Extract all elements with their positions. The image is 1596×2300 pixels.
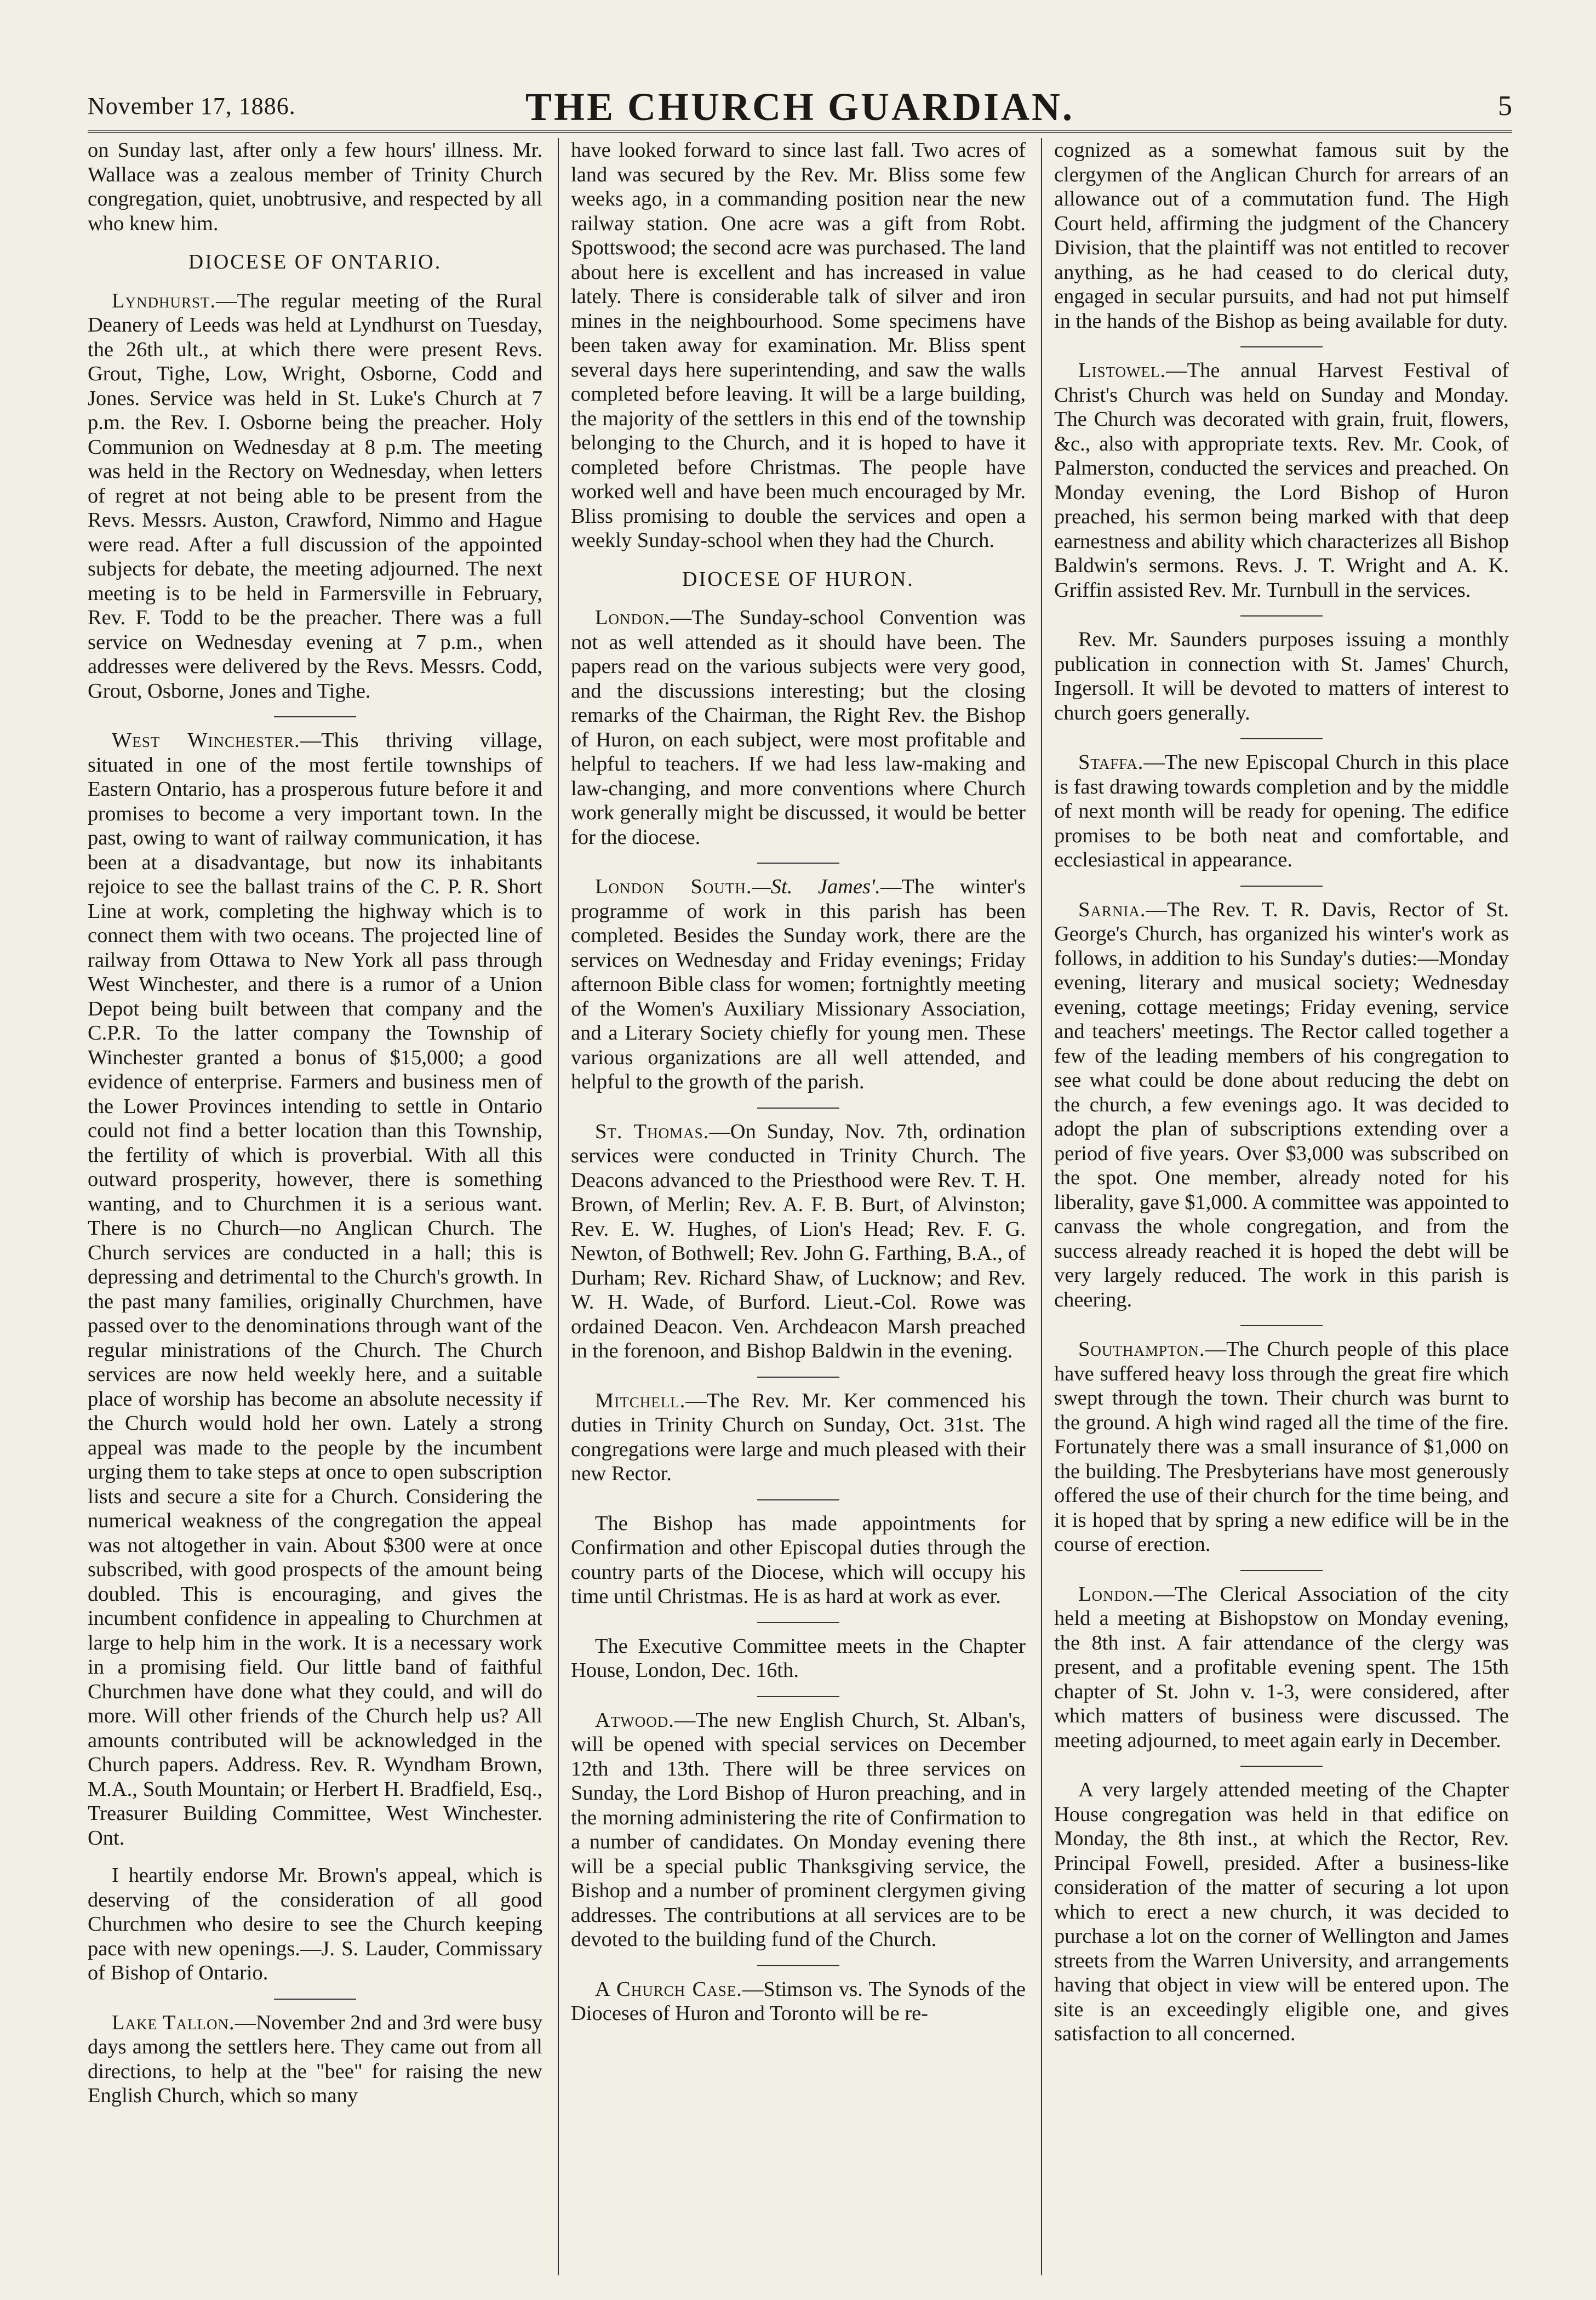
column-divider xyxy=(558,138,559,2275)
page-header xyxy=(88,82,1512,132)
section-heading: DIOCESE OF ONTARIO. xyxy=(188,250,442,273)
news-paragraph xyxy=(88,138,542,236)
news-paragraph xyxy=(88,2011,542,2108)
item-separator xyxy=(1240,738,1323,739)
place-lead: London. xyxy=(1078,1582,1154,1606)
parish-lead: —St. James'. xyxy=(752,875,880,898)
item-separator xyxy=(1240,1325,1323,1326)
news-paragraph xyxy=(1054,358,1509,602)
item-separator xyxy=(757,1499,839,1500)
paragraph-text: —This thriving village, situated in one of the most fertile townships of Eastern Ontario, has a prosperous future before it and promises to become a very important town. In the past, owing to want of railway communication, it has been at a disadvantage, but now its inhabitants rejoice to see the ballast trains of the C. P. R. Short Line at work, completing the highway which is to connect them with two oceans. The projected line of railway from Ottawa to New York all pass through West Winchester, and there is a rumor of a Union Depot being built between that company and the C.P.R. To the latter company the Township of Winchester granted a bonus of $15,000; a good evidence of enterprise. Farmers and business men of the Lower Provinces intending to settle in Ontario could not find a better location than this Township, the fertility of which is proverbial. With all this outward prosperity, however, there is something wanting, and to Churchmen it is a serious want. There is no Church—no Anglican Church. The Church services are conducted in a hall; this is depressing and detrimental to the Church's growth. In the past many families, originally Churchmen, have passed over to the denominations through want of the regular ministrations of the Church. The Church services are now held weekly here, and a suitable place of worship has become an absolute necessity if the Church would hold her own. Lately a strong appeal was made to the people by the incumbent urging them to take steps at once to open subscription lists and secure a site for a Church. Considering the numerical weakness of the congregation the appeal was not altogether in vain. About $300 were at once subscribed, with good prospects of the amount being doubled. This is encouraging, and gives the incumbent confidence in appealing to Churchmen at large to help him in the work. It is a necessary work in a promising field. Our little band of faithful Churchmen have done what they could, and will do more. Will other friends of the Church help us? All amounts contributed will be acknowledged in the Church papers. Address. Rev. R. Wyndham Brown, M.A., South Mountain; or Herbert H. Bradfield, Esq., Treasurer Building Committee, West Winchester. Ont. xyxy=(88,729,542,1850)
item-separator xyxy=(274,1999,356,2000)
place-lead: Lake Tallon. xyxy=(112,2011,235,2034)
page-number: 5 xyxy=(1498,90,1512,122)
news-paragraph xyxy=(571,1389,1026,1486)
paragraph-text: on Sunday last, after only a few hours' illness. Mr. Wallace was a zealous member of Trinity Church congregation, quiet, unobtrusive, and respected by all who knew him. xyxy=(88,139,542,235)
paragraph-text: The Executive Committee meets in the Chapter House, London, Dec. 16th. xyxy=(571,1634,1026,1682)
news-paragraph xyxy=(88,1863,542,1985)
item-separator xyxy=(1240,1766,1323,1767)
item-separator xyxy=(757,1696,839,1697)
paragraph-text: —The Rev. Mr. Ker commenced his duties in Trinity Church on Sunday, Oct. 31st. The congregations were large and much pleased with their new Rector. xyxy=(571,1389,1026,1485)
news-paragraph xyxy=(571,138,1026,553)
item-separator xyxy=(757,1108,839,1109)
place-lead: Sarnia. xyxy=(1078,898,1146,921)
item-separator xyxy=(757,1622,839,1623)
section-heading: DIOCESE OF HURON. xyxy=(682,567,914,591)
news-paragraph xyxy=(571,875,1026,1094)
place-lead: A Church Case. xyxy=(595,1977,742,2001)
place-lead: West Winchester. xyxy=(112,729,300,752)
paragraph-text: —The annual Harvest Festival of Christ's Church was held on Sunday and Monday. The Church was decorated with grain, fruit, flowers, &c., also with appropriate texts. Rev. Mr. Cook, of Palmerston, conducted the services and preached. On Monday evening, the Lord Bishop of Huron preached, his sermon being marked with that deep earnestness and ability which characterizes all Bishop Baldwin's sermons. Revs. J. T. Wright and A. K. Griffin assisted Rev. Mr. Turnbull in the services. xyxy=(1054,359,1509,602)
news-paragraph xyxy=(571,1511,1026,1609)
header-rule xyxy=(88,130,1512,133)
paragraph-text: A very largely attended meeting of the Chapter House congregation was held in that edifice on Monday, the 8th inst., at which the Rector, Rev. Principal Fowell, presided. After a business-like consideration of the matter of securing a lot upon which to erect a new church, it was decided to purchase a lot on the corner of Wellington and James streets from the Warren University, and arrangements having that object in view will be entered upon. The site is an exceedingly eligible one, and gives satisfaction to all concerned. xyxy=(1054,1778,1509,2045)
paragraph-text: —The Rev. T. R. Davis, Rector of St. George's Church, has organized his winter's work as follows, in addition to his Sunday's duties:—Monday evening, literary and musical society; Wednesday evening, cottage meetings; Friday evening, service and teachers' meetings. The Rector called together a few of the leading members of his congregation to see what could be done about reducing the debt on the church, a few evenings ago. It was decided to adopt the plan of subscriptions extending over a period of five years. Over $3,000 was subscribed on the spot. One member, already noted for his liberality, gave $1,000. A committee was appointed to canvass the whole congregation, and from the success already reached it is hoped the debt will be very largely reduced. The work in this parish is cheering. xyxy=(1054,898,1509,1311)
news-paragraph xyxy=(1054,1582,1509,1753)
place-lead: Listowel. xyxy=(1078,359,1166,382)
paragraph-text: —The Church people of this place have suffered heavy loss through the great fire which swept through the town. Their church was burnt to the ground. A high wind raged all the time of the fire. Fortunately there was a small insurance of $1,000 on the building. The Presbyterians have most generously offered the use of their church for the time being, and it is hoped that by spring a new edifice will be in the course of erection. xyxy=(1054,1338,1509,1556)
item-separator xyxy=(757,1965,839,1966)
paragraph-text: —On Sunday, Nov. 7th, ordination services were conducted in Trinity Church. The Deacons advanced to the Priesthood were Rev. T. H. Brown, of Merlin; Rev. A. F. B. Burt, of Alvinston; Rev. E. W. Hughes, of Lion's Head; Rev. F. G. Newton, of Bothwell; Rev. John G. Farthing, B.A., of Durham; Rev. Richard Shaw, of Lucknow; and Rev. W. H. Wade, of Burford. Lieut.-Col. Rowe was ordained Deacon. Ven. Archdeacon Marsh preached in the forenoon, and Bishop Baldwin in the evening. xyxy=(571,1120,1026,1362)
column-2 xyxy=(571,138,1026,2281)
news-paragraph xyxy=(1054,898,1509,1312)
news-paragraph xyxy=(1054,627,1509,725)
news-paragraph xyxy=(571,1120,1026,1363)
paragraph-text: I heartily endorse Mr. Brown's appeal, which is deserving of the consideration of all good Churchmen who desire to see the Church keeping pace with new openings.—J. S. Lauder, Commissary of Bishop of Ontario. xyxy=(88,1864,542,1984)
column-1 xyxy=(88,138,542,2281)
place-lead: Staffa. xyxy=(1078,751,1144,774)
news-paragraph xyxy=(1054,138,1509,333)
news-paragraph xyxy=(1054,1337,1509,1557)
item-separator xyxy=(757,863,839,864)
place-lead: Atwood. xyxy=(595,1708,674,1732)
news-paragraph xyxy=(88,728,542,1850)
item-separator xyxy=(1240,886,1323,887)
paragraph-text: —The regular meeting of the Rural Deanery of Leeds was held at Lyndhurst on Tuesday, the 26th ult., at which there were present Revs. Grout, Tighe, Low, Wright, Osborne, Codd and Jones. Service was held in St. Luke's Church at 7 p.m. the Rev. I. Osborne being the preacher. Holy Communion on Wednesday at 8 p.m. The meeting was held in the Rectory on Wednesday, when letters of regret at not being able to be present from the Revs. Messrs. Auston, Crawford, Nimmo and Hague were read. After a full discussion of the appointed subjects for debate, the meeting adjourned. The next meeting is to be held in Farmersville in February, Rev. F. Todd to be the preacher. There was a full service on Wednesday evening at 7 p.m., when addresses were delivered by the Revs. Messrs. Codd, Grout, Osborne, Jones and Tighe. xyxy=(88,289,542,703)
place-lead: Mitchell. xyxy=(595,1389,686,1412)
item-separator xyxy=(1240,1570,1323,1571)
place-lead: London South. xyxy=(595,875,752,898)
column-divider xyxy=(1041,138,1042,2275)
issue-date: November 17, 1886. xyxy=(88,93,296,119)
paragraph-text: —The Sunday-school Convention was not as well attended as it should have been. The papers read on the various subjects were very good, and the discussions interesting; but the closing remarks of the Chairman, the Right Rev. the Bishop of Huron, on each subject, were most profitable and helpful to teachers. If we had less law-making and law-changing, and more conventions where Church work generally might be discussed, it would be better for the diocese. xyxy=(571,606,1026,849)
place-lead: Lyndhurst. xyxy=(112,289,216,312)
paragraph-text: Rev. Mr. Saunders purposes issuing a monthly publication in connection with St. James' Church, Ingersoll. It will be devoted to matters of interest to church goers generally. xyxy=(1054,628,1509,724)
news-paragraph xyxy=(571,1634,1026,1683)
paragraph-text: —Stimson vs. The Synods of the Dioceses of Huron and Toronto will be re- xyxy=(571,1977,1026,2025)
item-separator xyxy=(274,716,356,717)
news-paragraph xyxy=(1054,750,1509,872)
paragraph-text: have looked forward to since last fall. Two acres of land was secured by the Rev. Mr. Bliss some few weeks ago, in a commanding position near the new railway station. One acre was a gift from Robt. Spottswood; the second acre was purchased. The land about here is excellent and has increased in value lately. There is considerable talk of silver and iron mines in the neighbourhood. Some specimens have been taken away for examination. Mr. Bliss spent several days here superintending, and saw the walls completed before leaving. It will be a large building, the majority of the settlers in this end of the township belonging to the Church, and it is hoped to have it completed before Christmas. The people have worked well and have been much encouraged by Mr. Bliss promising to double the services and open a weekly Sunday-school when they had the Church. xyxy=(571,139,1026,552)
item-separator xyxy=(757,1377,839,1378)
news-paragraph xyxy=(1054,1778,1509,2046)
item-separator xyxy=(1240,615,1323,617)
place-lead: St. Thomas. xyxy=(595,1120,710,1143)
paragraph-text: —The Clerical Association of the city held a meeting at Bishopstow on Monday evening, the 8th inst. A fair attendance of the clergy was present, and a profitable evening spent. The 15th chapter of St. John v. 1-3, were considered, after which matters of business were discussed. The meeting adjourned, to meet again early in December. xyxy=(1054,1582,1509,1752)
news-paragraph xyxy=(571,1977,1026,2026)
news-paragraph xyxy=(571,606,1026,849)
paragraph-text: The Bishop has made appointments for Confirmation and other Episcopal duties through the country parts of the Diocese, which will occupy his time until Christmas. He is as hard at work as ever. xyxy=(571,1511,1026,1608)
item-separator xyxy=(1240,346,1323,347)
paragraph-text: cognized as a somewhat famous suit by the clergymen of the Anglican Church for arrears of an allowance out of a commutation fund. The High Court held, affirming the judgment of the Chancery Division, that the plaintiff was not entitled to recover anything, as he had ceased to do clerical duty, engaged in secular pursuits, and had not put himself in the hands of the Bishop as being available for duty. xyxy=(1054,139,1509,333)
paragraph-text: —The new English Church, St. Alban's, will be opened with special services on December 12th and 13th. There will be three services on Sunday, the Lord Bishop of Huron preaching, and in the morning administering the rite of Confirmation to a number of candidates. On Monday evening there will be a special public Thanksgiving service, the Bishop and a number of prominent clergymen giving addresses. The contributions at all services are to be devoted to the building fund of the Church. xyxy=(571,1708,1026,1951)
news-paragraph xyxy=(88,289,542,704)
paragraph-text: —The winter's programme of work in this parish has been completed. Besides the Sunday work, there are the services on Wednesday and Friday evenings; Friday afternoon Bible class for women; fortnightly meeting of the Women's Auxiliary Missionary Association, and a Literary Society chiefly for young men. These various organizations are all well attended, and helpful to the growth of the parish. xyxy=(571,875,1026,1093)
paragraph-text: —November 2nd and 3rd were busy days among the settlers here. They came out from all directions, to help at the "bee" for raising the new English Church, which so many xyxy=(88,2011,542,2107)
place-lead: London. xyxy=(595,606,671,629)
masthead-title: THE CHURCH GUARDIAN. xyxy=(525,85,1075,129)
column-3 xyxy=(1054,138,1509,2281)
news-paragraph xyxy=(571,1708,1026,1952)
paragraph-text: —The new Episcopal Church in this place is fast drawing towards completion and by the middle of next month will be ready for opening. The edifice promises to be both neat and comfortable, and ecclesiastical in appearance. xyxy=(1054,751,1509,871)
place-lead: Southampton. xyxy=(1078,1338,1205,1361)
